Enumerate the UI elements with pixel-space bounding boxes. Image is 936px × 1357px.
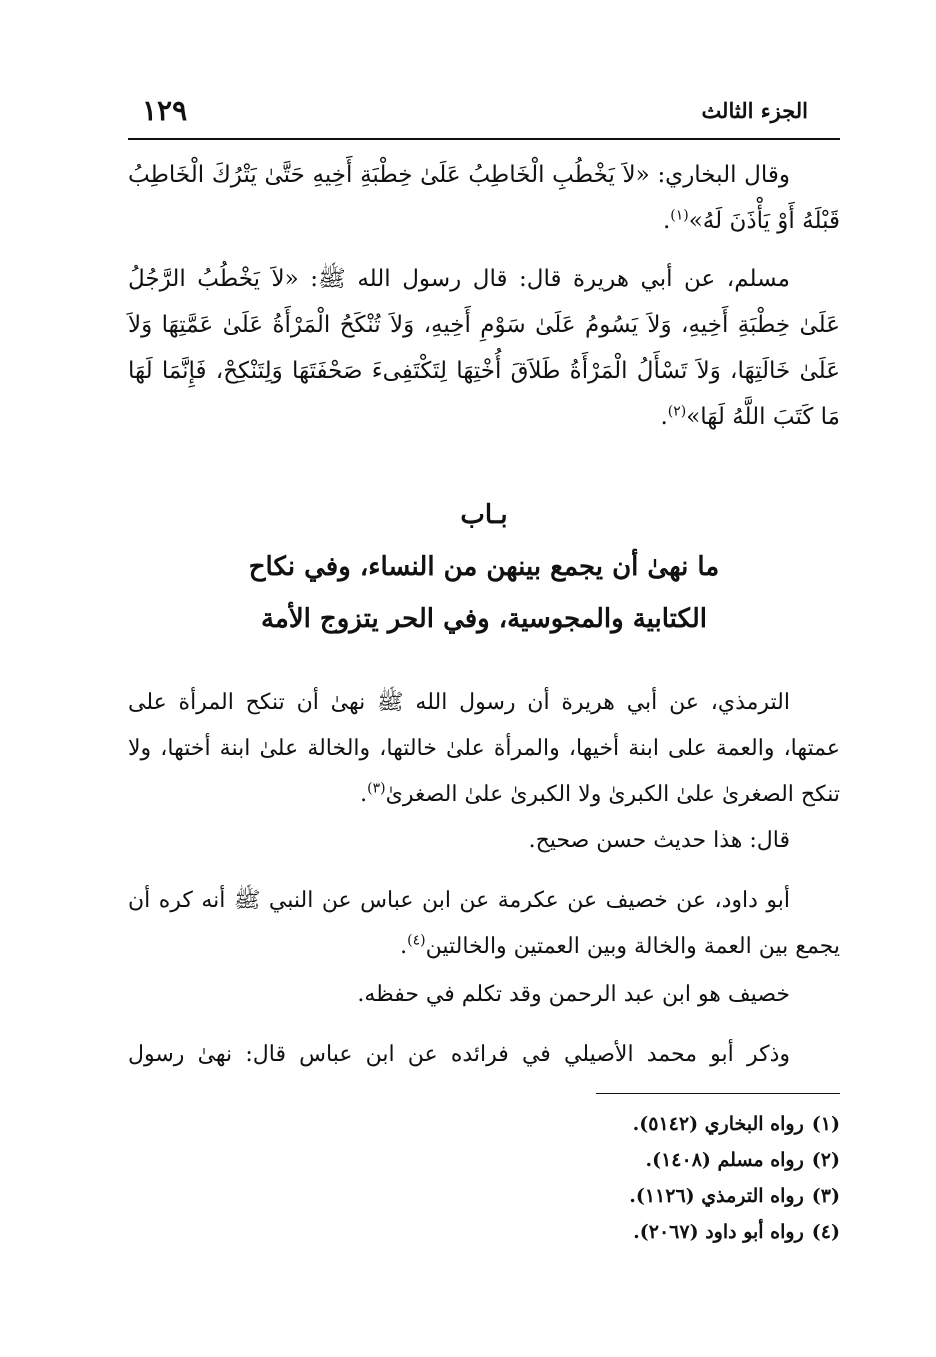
paragraph-khusayf	[128, 972, 840, 1018]
footnote-index: (١)	[811, 1113, 840, 1135]
period: .	[400, 934, 408, 959]
footnote-text: رواه أبو داود (٢٠٦٧).	[633, 1221, 804, 1243]
footnote-item	[128, 1178, 840, 1214]
footnote-ref: (٣)	[367, 780, 386, 797]
period: .	[660, 404, 668, 430]
footnote-item	[128, 1214, 840, 1250]
hadith-text: مسلم، عن أبي هريرة قال: قال رسول الله ﷺ: «لاَ يَخْطُبُ الرَّجُلُ عَلَىٰ خِطْبَةِ أَخِيهِ، وَلاَ يَسُومُ عَلَىٰ سَوْمِ أَخِيهِ، وَلاَ تُنْكَحُ الْمَرْأَةُ عَلَىٰ عَمَّتِهَا وَلاَ عَلَىٰ خَالَتِهَا، وَلاَ تَسْأَلُ الْمَرْأَةُ طَلاَقَ أُخْتِهَا لِتَكْتَفِىءَ صَحْفَتَهَا وَلِتَنْكِحْ، فَإِنَّمَا لَهَا مَا كَتَبَ اللَّهُ لَهَا»	[128, 266, 840, 430]
paragraph-tirmidhi	[128, 680, 840, 818]
hadith-text: أبو داود، عن خصيف عن عكرمة عن ابن عباس عن النبي ﷺ أنه كره أن يجمع بين العمة والخالة وبين العمتين والخالتين	[128, 888, 840, 959]
paragraph-abu-dawud	[128, 878, 840, 970]
footnote-text: رواه الترمذي (١١٢٦).	[629, 1185, 804, 1207]
paragraph-asili	[128, 1032, 840, 1078]
volume-title: الجزء الثالث	[701, 98, 808, 123]
paragraph-muslim	[128, 256, 840, 440]
footnote-text: رواه البخاري (٥١٤٢).	[632, 1113, 804, 1135]
footnote-text: رواه مسلم (١٤٠٨).	[645, 1149, 804, 1171]
paragraph-grading	[128, 818, 840, 864]
chapter-title-line-1: ما نهىٰ أن يجمع بينهن من النساء، وفي نكاح	[248, 552, 720, 582]
footnote-ref: (٤)	[407, 932, 426, 949]
footnote-index: (٤)	[811, 1221, 840, 1243]
hadith-text: الترمذي، عن أبي هريرة أن رسول الله ﷺ نهىٰ أن تنكح المرأة على عمتها، والعمة على ابنة أخيها، والمرأة علىٰ خالتها، والخالة علىٰ ابنة أختها، ولا تنكح الصغرىٰ علىٰ الكبرىٰ ولا الكبرىٰ علىٰ الصغرىٰ	[128, 690, 840, 807]
hadith-text: وقال البخاري: «لاَ يَخْطُبِ الْخَاطِبُ عَلَىٰ خِطْبَةِ أَخِيهِ حَتَّىٰ يَتْرُكَ الْخَاطِبُ قَبْلَهُ أَوْ يَأْذَنَ لَهُ»	[128, 162, 840, 234]
page-number: ١٢٩	[142, 94, 188, 127]
paragraph-text: وذكر أبو محمد الأصيلي في فرائده عن ابن عباس قال: نهىٰ رسول	[128, 1042, 790, 1067]
footnote-index: (٢)	[811, 1149, 840, 1171]
footnote-ref: (١)	[670, 207, 689, 224]
paragraph-text	[128, 256, 840, 440]
footnote-divider	[596, 1093, 840, 1094]
paragraph-text: خصيف هو ابن عبد الرحمن وقد تكلم في حفظه.	[357, 982, 790, 1007]
footnotes	[128, 1106, 840, 1250]
period: .	[662, 208, 671, 234]
page-header	[128, 96, 808, 136]
paragraph-text	[128, 152, 840, 244]
paragraph-text	[128, 878, 840, 970]
paragraph-text: قال: هذا حديث حسن صحيح.	[528, 828, 790, 853]
period: .	[360, 782, 368, 807]
footnote-item	[128, 1106, 840, 1142]
header-divider	[128, 138, 840, 140]
footnote-index: (٣)	[811, 1185, 840, 1207]
paragraph-text	[128, 680, 840, 818]
footnote-ref: (٢)	[667, 403, 687, 420]
chapter-label: بـاب	[460, 500, 508, 530]
footnote-item	[128, 1142, 840, 1178]
chapter-title-line-2: الكتابية والمجوسية، وفي الحر يتزوج الأمة	[260, 604, 708, 634]
paragraph-bukhari	[128, 152, 840, 244]
